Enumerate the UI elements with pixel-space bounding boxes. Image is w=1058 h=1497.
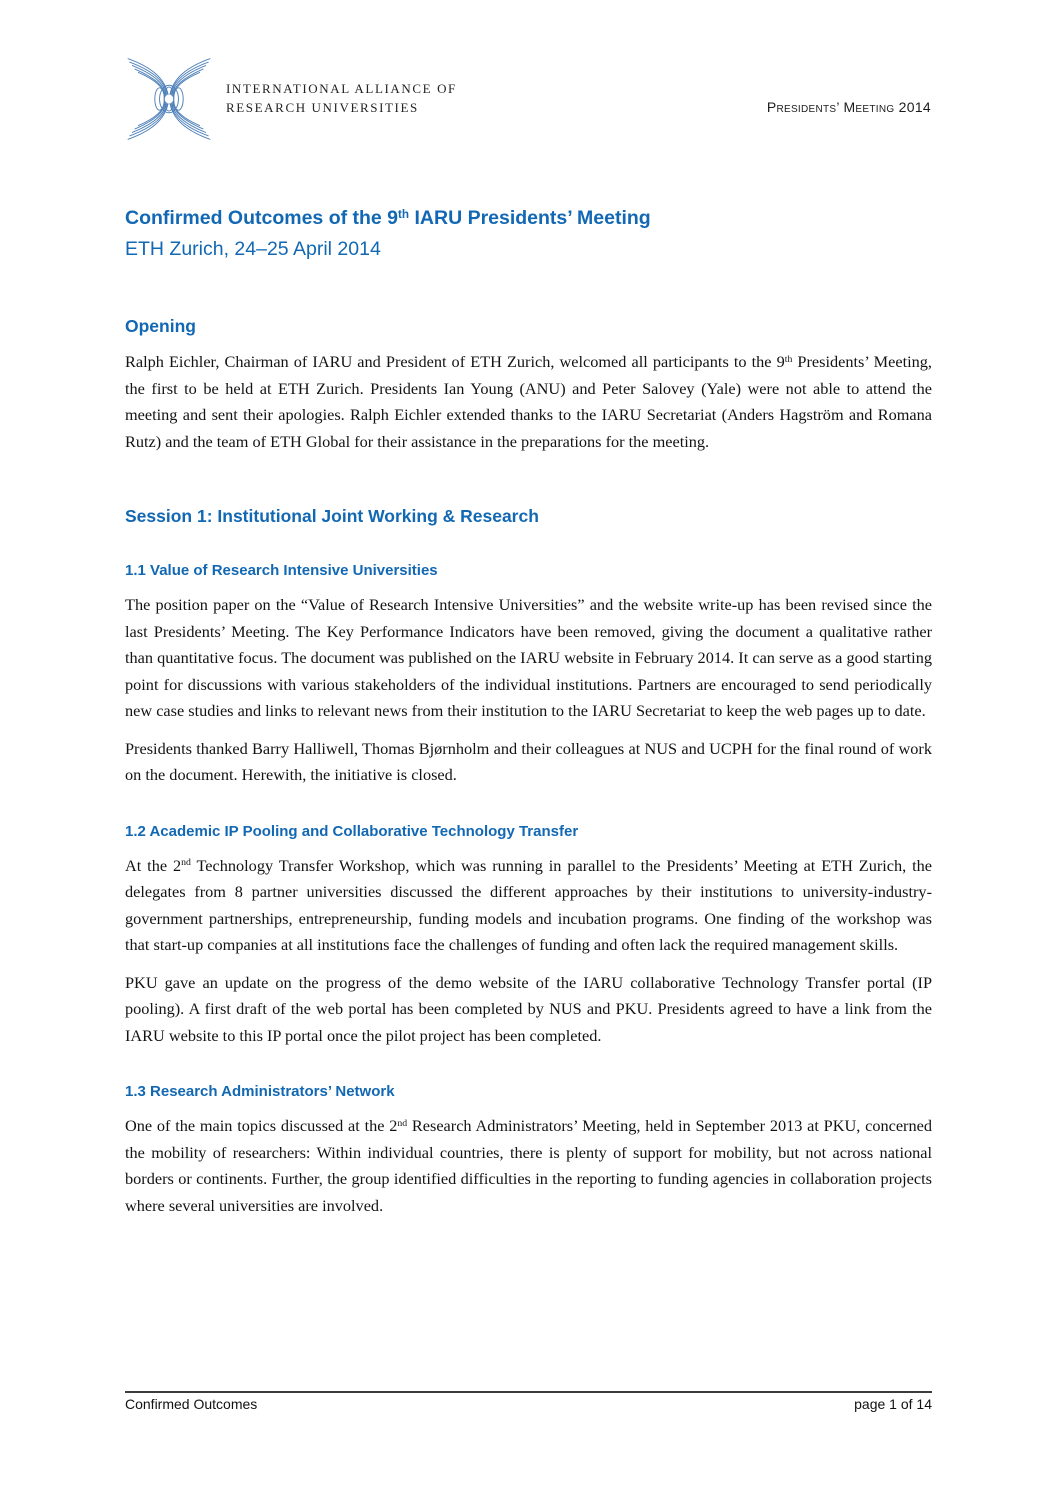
section-heading: Session 1: Institutional Joint Working & Research bbox=[125, 506, 539, 526]
document-body bbox=[125, 0, 932, 1219]
header-meeting-label: Presidents’ Meeting 2014 bbox=[766, 99, 931, 115]
logo-wordmark-line2: RESEARCH UNIVERSITIES bbox=[226, 100, 419, 115]
page-footer bbox=[125, 1396, 932, 1412]
subsection-heading: 1.3 Research Administrators’ Network bbox=[125, 1083, 395, 1100]
footer-page-number: page 1 of 14 bbox=[854, 1396, 932, 1412]
paragraph: Ralph Eichler, Chairman of IARU and President of ETH Zurich, welcomed all participants to the 9th Presidents’ Meeting, the first to be held at ETH Zurich. Presidents Ian Young (ANU) and Peter Salovey (Yale) were not able to attend the meeting and sent their apologies. Ralph Eichler extended thanks to the IARU Secretariat (Anders Hagström and Romana Rutz) and the team of ETH Global for their assistance in the preparations for the meeting. bbox=[125, 352, 932, 451]
paragraph: PKU gave an update on the progress of the demo website of the IARU collaborative Technology Transfer portal (IP pooling). A first draft of the web portal has been completed by NUS and PKU. Presidents agreed to have a link from the IARU website to this IP portal once the pilot project has been completed. bbox=[125, 972, 932, 1045]
paragraph: One of the main topics discussed at the 2nd Research Administrators’ Meeting, held in September 2013 at PKU, concerned the mobility of researchers: Within individual countries, there is plenty of support for mobility, but not across national borders or continents. Further, the group identified difficulties in the reporting to funding agencies in collaboration projects where several universities are involved. bbox=[125, 1116, 932, 1215]
document-title: Confirmed Outcomes of the 9th IARU Presidents’ Meeting bbox=[125, 207, 651, 229]
logo-wordmark-line1: INTERNATIONAL ALLIANCE OF bbox=[226, 81, 457, 96]
subsection-heading: 1.2 Academic IP Pooling and Collaborative Technology Transfer bbox=[125, 822, 579, 840]
section-heading: Opening bbox=[125, 316, 196, 336]
paragraph: The position paper on the “Value of Research Intensive Universities” and the website write-up has been revised since the last Presidents’ Meeting. The Key Performance Indicators have been removed, giving the document a qualitative rather than quantitative focus. The document was published on the IARU website in February 2014. It can serve as a good starting point for discussions with various stakeholders of the individual institutions. Partners are encouraged to send periodically new case studies and links to relevant news from their institution to the IARU Secretariat to keep the web pages up to date. bbox=[125, 595, 932, 720]
document-subtitle: ETH Zurich, 24–25 April 2014 bbox=[125, 238, 381, 260]
subsection-heading: 1.1 Value of Research Intensive Universities bbox=[125, 562, 438, 579]
paragraph: At the 2nd Technology Transfer Workshop, which was running in parallel to the Presidents’ Meeting at ETH Zurich, the delegates from 8 partner universities discussed the different approaches by their institutions to university-industry-government partnerships, entrepreneurship, funding models and incubation programs. One finding of the workshop was that start-up companies at all institutions face the challenges of funding and often lack the required management skills. bbox=[125, 855, 933, 954]
footer-rule bbox=[125, 1391, 932, 1393]
footer-document-name: Confirmed Outcomes bbox=[125, 1396, 258, 1412]
paragraph: Presidents thanked Barry Halliwell, Thomas Bjørnholm and their colleagues at NUS and UCPH for the final round of work on the document. Herewith, the initiative is closed. bbox=[125, 738, 932, 784]
